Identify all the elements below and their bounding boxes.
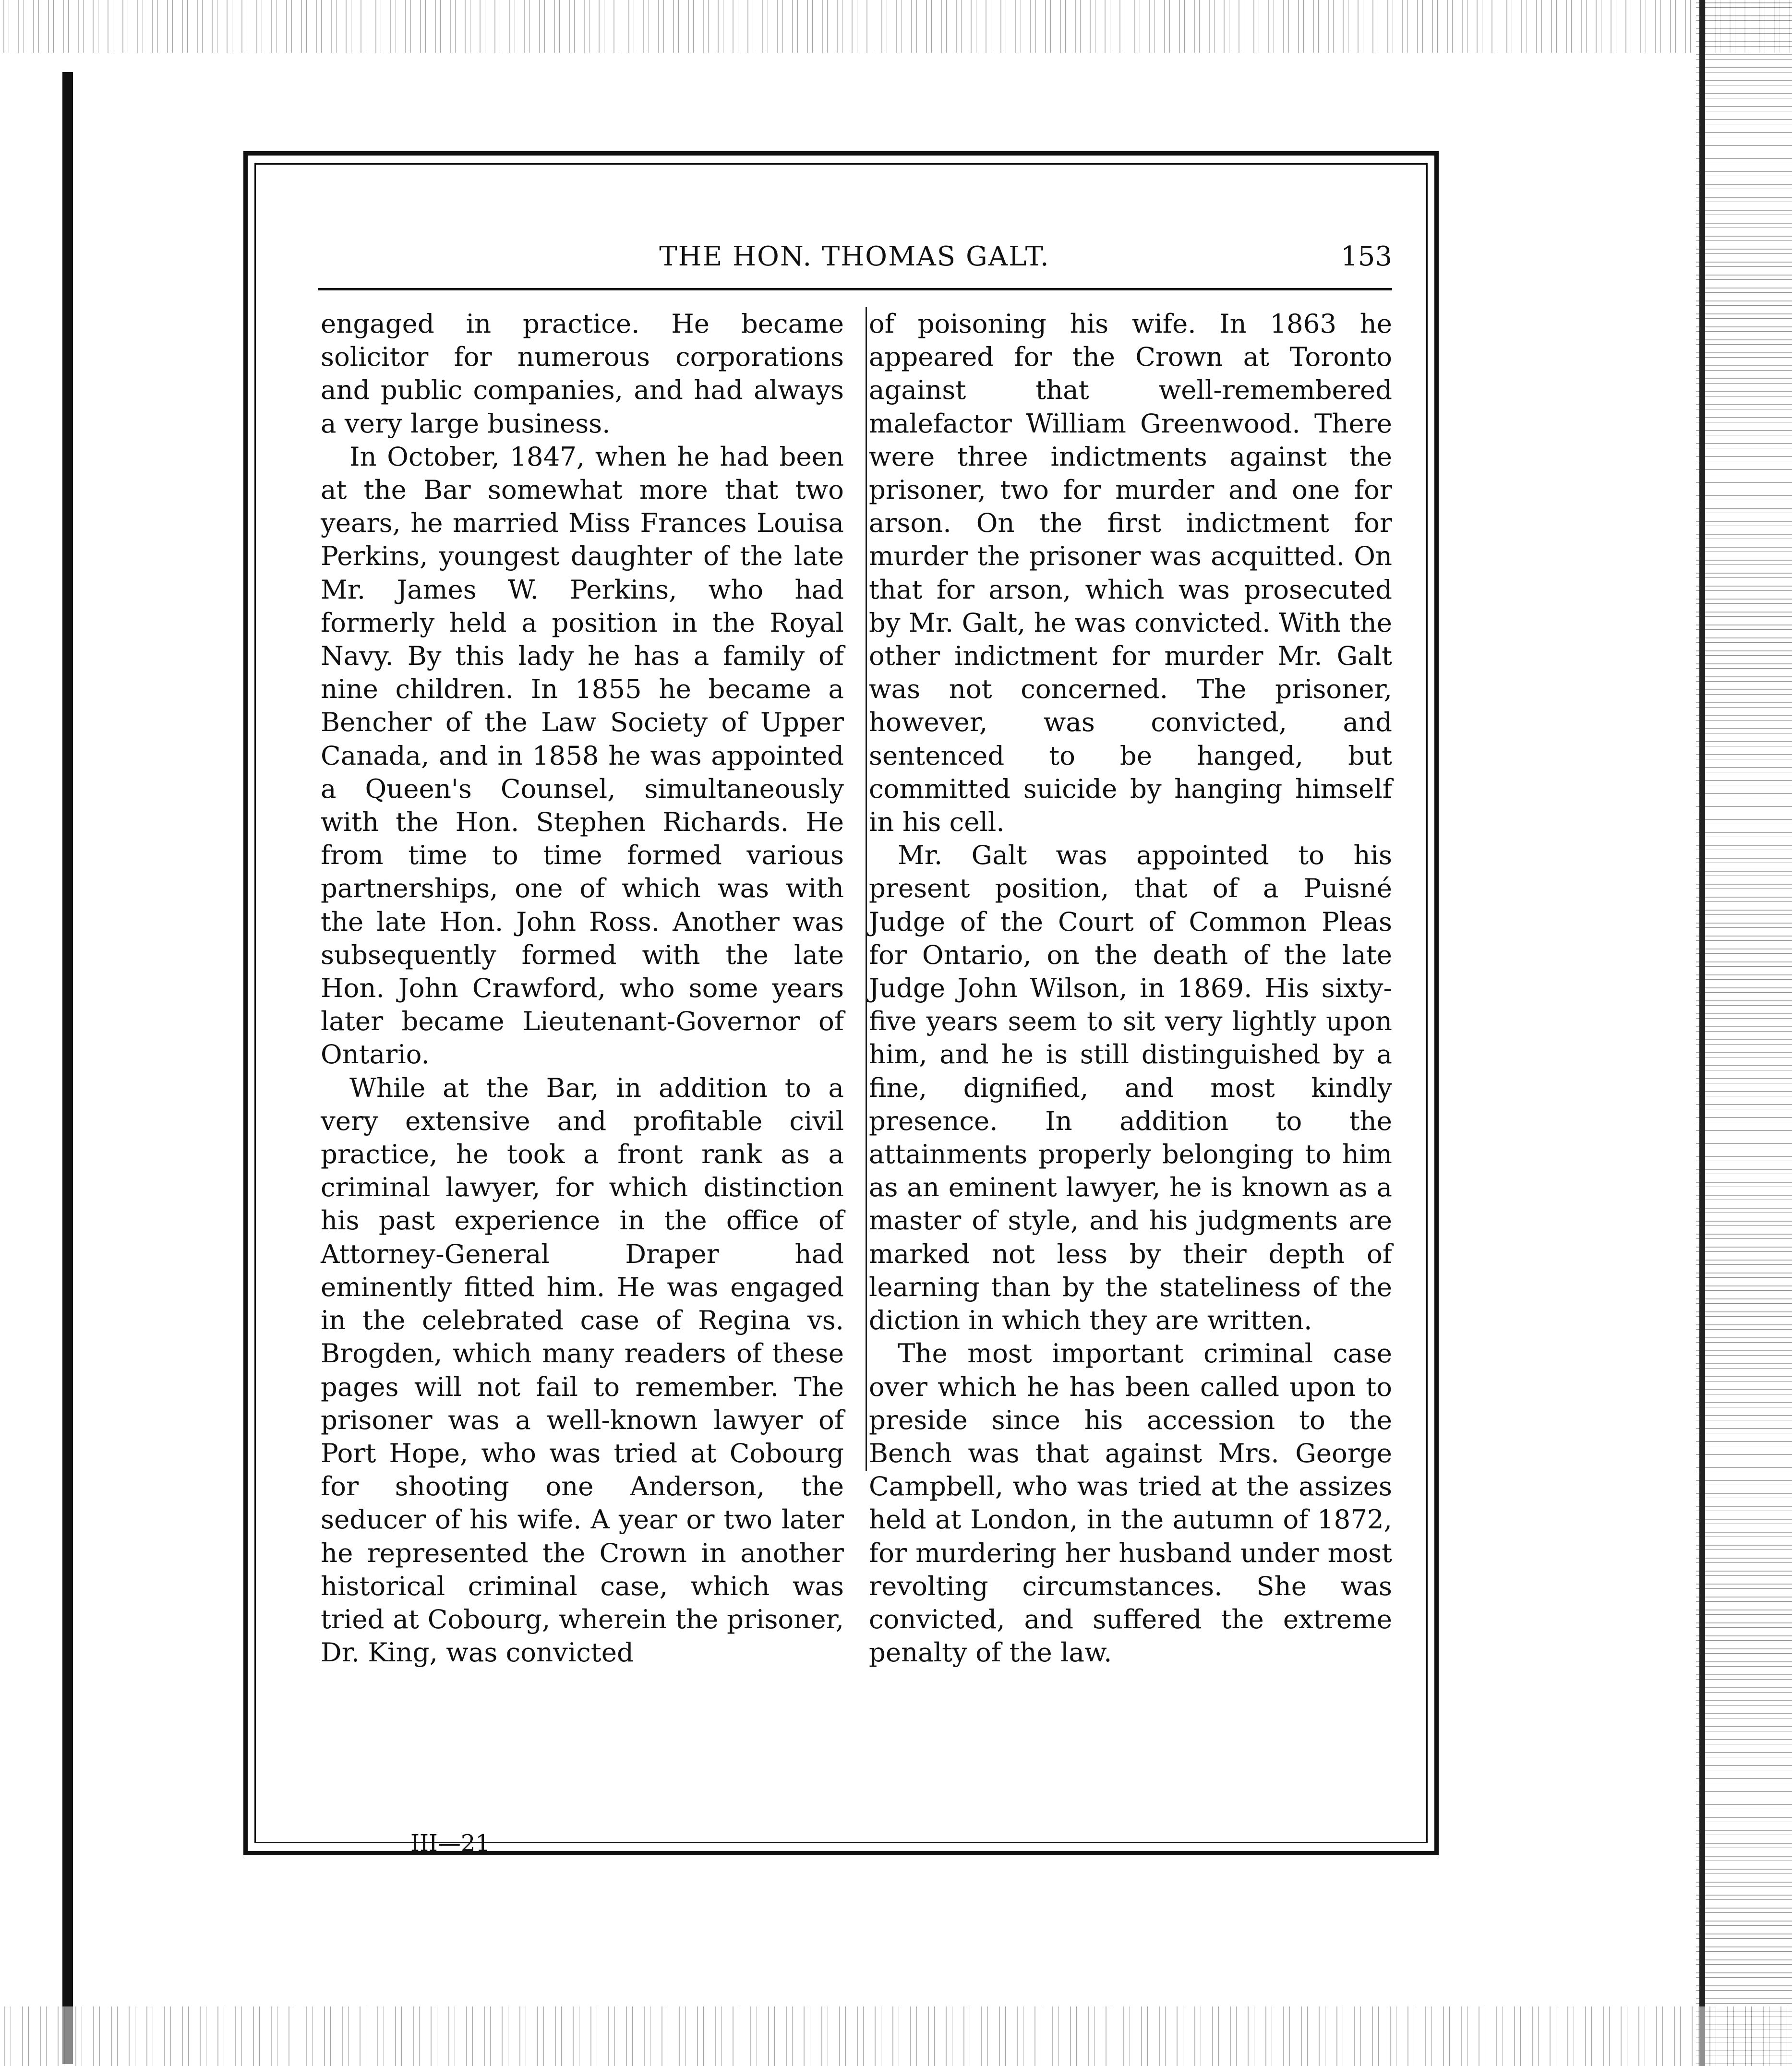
scan-noise-bottom (0, 2006, 1792, 2066)
running-title: THE HON. THOMAS GALT. (659, 241, 1050, 272)
left-column (321, 307, 844, 1669)
scan-edge-left-bar (62, 72, 73, 2064)
paragraph: engaged in practice. He became solicitor for numerous corporations and public companies, and had always a very large business. (321, 308, 844, 439)
paragraph: of poisoning his wife. In 1863 he appeared for the Crown at Toronto against that well-remembered malefactor William Greenwood. There were three indictments against the prisoner, two for murder and one for arson. On the first indictment for murder the prisoner was acquitted. On that for arson, which was prosecuted by Mr. Galt, he was convicted. With the other indictment for murder Mr. Galt was not concerned. The prisoner, however, was convicted, and sentenced to be hanged, but committed suicide by hanging himself in his cell. (869, 308, 1392, 838)
paragraph: The most important criminal case over which he has been called upon to preside since his accession to the Bench was that against Mrs. George Campbell, who was tried at the assizes held at London, in the autumn of 1872, for murdering her husband under most revolting circumstances. She was convicted, and suffered the extreme penalty of the law. (869, 1338, 1392, 1668)
scan-edge-right-bar (1699, 0, 1705, 2066)
scan-noise-top (0, 0, 1792, 53)
running-head (317, 238, 1392, 276)
column-divider (866, 307, 867, 1471)
right-column (869, 307, 1392, 1669)
page-number: 153 (1341, 241, 1392, 272)
signature-mark: III—21 (410, 1830, 490, 1857)
paragraph: In October, 1847, when he had been at the Bar somewhat more that two years, he married Miss Frances Louisa Perkins, youngest daughter of the late Mr. James W. Perkins, who had formerly held a position in the Royal Navy. By this lady he has a family of nine children. In 1855 he became a Bencher of the Law Society of Upper Canada, and in 1858 he was appointed a Queen's Counsel, simultaneously with the Hon. Stephen Richards. He from time to time formed various partnerships, one of which was with the late Hon. John Ross. Another was subsequently formed with the late Hon. John Crawford, who some years later became Lieutenant-Governor of Ontario. (321, 441, 844, 1070)
paragraph: Mr. Galt was appointed to his present position, that of a Puisné Judge of the Court of Common Pleas for Ontario, on the death of the late Judge John Wilson, in 1869. His sixty-five years seem to sit very lightly upon him, and he is still distinguished by a fine, dignified, and most kindly presence. In addition to the attainments properly belonging to him as an eminent lawyer, he is known as a master of style, and his judgments are marked not less by their depth of learning than by the stateliness of the diction in which they are written. (869, 840, 1392, 1336)
paragraph: While at the Bar, in addition to a very extensive and profitable civil practice, he took a front rank as a criminal lawyer, for which distinction his past experience in the office of Attorney-General Draper had eminently fitted him. He was engaged in the celebrated case of Regina vs. Brogden, which many readers of these pages will not fail to remember. The prisoner was a well-known lawyer of Port Hope, who was tried at Cobourg for shooting one Anderson, the seducer of his wife. A year or two later he represented the Crown in another historical criminal case, which was tried at Cobourg, wherein the prisoner, Dr. King, was convicted (321, 1072, 844, 1668)
header-rule (318, 288, 1392, 290)
scan-noise-right (1696, 0, 1792, 2066)
